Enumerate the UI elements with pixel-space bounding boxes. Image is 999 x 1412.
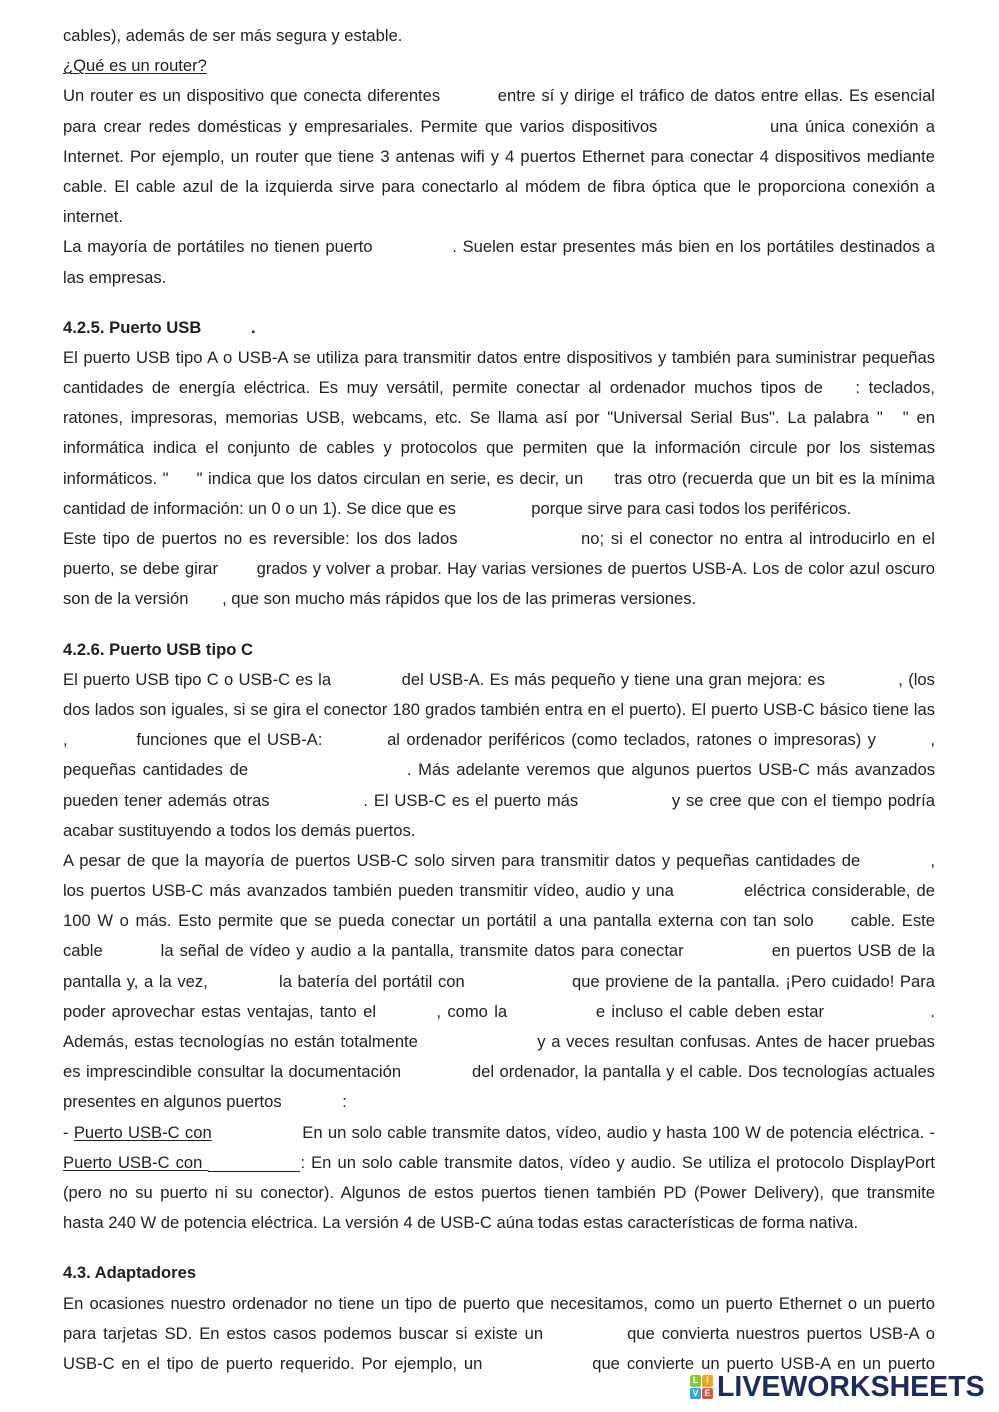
line-text: informática indica el conjunto de cables y protocolos que permiten que la información circule por los sistemas: [63, 438, 935, 458]
answer-blank[interactable]: [208, 1154, 300, 1172]
line-text: cables), además de ser más segura y estable.: [63, 26, 403, 45]
line-text: :: [342, 1092, 347, 1112]
text-line: [63, 876, 935, 906]
text-line: [63, 1319, 935, 1349]
line-text: cantidades de energía eléctrica. Es muy versátil, permite conectar al ordenador muchos tipos de: [63, 378, 823, 398]
line-text: al ordenador periféricos (como teclados, ratones o impresoras) y: [387, 730, 876, 750]
line-text: : teclados,: [855, 378, 935, 398]
text-line: [63, 433, 935, 463]
answer-blank[interactable]: [866, 852, 930, 870]
section-heading-adaptadores: [63, 1258, 935, 1288]
text-line: [63, 1208, 935, 1238]
answer-blank[interactable]: [830, 671, 898, 689]
answer-blank[interactable]: [193, 590, 222, 608]
line-text: grados y volver a probar. Hay varias versiones de puertos USB-A. Los de color azul oscuro: [256, 559, 935, 579]
answer-blank[interactable]: [883, 409, 903, 427]
text-line: [63, 1178, 935, 1208]
line-text: eléctrica considerable, de: [743, 881, 935, 901]
line-text: 100 W o más. Esto permite que se pueda conectar un portátil a una pantalla externa con tan solo: [63, 911, 814, 931]
line-text: la señal de vídeo y audio a la pantalla, transmite datos para conectar: [160, 941, 684, 961]
line-text: ,: [930, 730, 935, 750]
section-heading-usb-c: [63, 635, 935, 665]
text-line: [63, 1289, 935, 1319]
answer-blank[interactable]: [255, 761, 407, 779]
line-text: La mayoría de portátiles no tienen puerto: [63, 237, 373, 257]
line-text: cable: [63, 941, 103, 961]
term-usb-c-underlined: [63, 1153, 300, 1172]
line-text: Además, estas tecnologías no están totalmente: [63, 1032, 418, 1051]
text-line: [63, 51, 935, 81]
line-text: . Más adelante veremos que algunos puertos USB-C más avanzados: [406, 760, 935, 780]
text-line: [63, 695, 935, 725]
text-line: [63, 584, 935, 614]
text-line: [63, 906, 935, 936]
subheading-router: ¿Qué es un router?: [63, 56, 207, 76]
answer-blank[interactable]: [690, 942, 766, 960]
line-text: e incluso el cable deben estar: [595, 1001, 825, 1021]
list-dash: -: [63, 1122, 69, 1142]
text-line: [63, 172, 935, 202]
answer-blank[interactable]: [514, 1003, 590, 1021]
answer-blank[interactable]: [223, 560, 251, 578]
text-line: [63, 112, 935, 142]
text-line: [63, 665, 935, 695]
line-text: en puertos USB de la: [771, 941, 935, 961]
line-text: informáticos. ": [63, 468, 169, 488]
logo-tile: E: [702, 1388, 713, 1400]
text-line: [63, 554, 935, 584]
line-text: Este tipo de puertos no es reversible: los dos lados: [63, 529, 458, 548]
line-text: los puertos USB-C más avanzados también pueden transmitir vídeo, audio y una: [63, 881, 674, 901]
line-text: ,: [930, 850, 935, 870]
text-line: [63, 263, 935, 293]
answer-blank[interactable]: [470, 973, 566, 991]
line-text: hasta 240 W de potencia eléctrica. La versión 4 de USB-C aúna todas estas características de forma nativa.: [63, 1213, 859, 1233]
line-text: pantalla y, a la vez,: [63, 971, 208, 991]
line-text: A pesar de que la mayoría de puertos USB-C solo sirven para transmitir datos y pequeñas cantidades de: [63, 850, 861, 870]
text-line: [63, 373, 935, 403]
answer-blank[interactable]: [831, 379, 855, 397]
answer-blank[interactable]: [407, 1063, 467, 1081]
answer-blank[interactable]: [665, 118, 763, 136]
line-text: Puerto USB-C con: [63, 1152, 203, 1172]
line-text: , que son mucho más rápidos que los de las primeras versiones.: [222, 589, 697, 609]
line-text: para tarjetas SD. En estos casos podemos buscar si existe un: [63, 1323, 544, 1343]
text-line: [63, 786, 935, 816]
heading-text: 4.2.5. Puerto USB: [63, 317, 202, 337]
answer-blank[interactable]: [109, 942, 155, 960]
answer-blank[interactable]: [424, 1033, 532, 1051]
text-line: [63, 1027, 935, 1057]
line-text: " indica que los datos circulan en serie, es decir, un: [196, 468, 584, 488]
answer-blank[interactable]: [336, 671, 396, 689]
text-line: [63, 1148, 935, 1178]
section-heading-usb-a: [63, 313, 935, 343]
line-text: entre sí y dirige el tráfico de datos entre ellas. Es esencial: [497, 86, 935, 106]
line-text: una única conexión a: [770, 116, 935, 136]
text-line: [63, 1118, 935, 1148]
answer-blank[interactable]: [382, 1003, 436, 1021]
liveworksheets-logo[interactable]: [690, 1373, 985, 1401]
line-text: internet.: [63, 207, 123, 227]
line-text: En ocasiones nuestro ordenador no tiene un tipo de puerto que necesitamos, como un puerto Ethernet o un puerto: [63, 1293, 935, 1313]
line-text: cantidad de información: un 0 o un 1). Se dice que es: [63, 498, 456, 518]
line-text: acabar sustituyendo a todos los demás puertos.: [63, 820, 416, 840]
line-text: y a veces resultan confusas. Antes de hacer pruebas: [537, 1032, 935, 1051]
line-text: pueden tener además otras: [63, 790, 270, 810]
line-text: es imprescindible consultar la documentación: [63, 1062, 402, 1082]
answer-blank[interactable]: [820, 912, 844, 930]
line-text: " en: [902, 408, 935, 428]
text-line: [63, 81, 935, 111]
line-text: funciones que el USB-A:: [136, 730, 323, 750]
line-text: . Suelen estar presentes más bien en los portátiles destinados a: [452, 237, 935, 257]
line-text: y se cree que con el tiempo podría: [671, 790, 935, 810]
line-text: la batería del portátil con: [279, 971, 465, 991]
text-line: [63, 816, 935, 846]
text-line: [63, 202, 935, 232]
line-text: En un solo cable transmite datos, vídeo, audio y hasta 100 W de potencia eléctrica. -: [302, 1122, 935, 1142]
answer-blank[interactable]: [584, 792, 666, 810]
line-text: USB-C en el tipo de puerto requerido. Por ejemplo, un: [63, 1353, 483, 1373]
line-text: del ordenador, la pantalla y el cable. Dos tecnologías actuales: [471, 1062, 935, 1082]
text-line: [63, 1057, 935, 1087]
answer-blank[interactable]: [589, 470, 609, 488]
line-text: El puerto USB tipo C o USB-C es la: [63, 669, 332, 689]
answer-blank[interactable]: [329, 731, 381, 749]
paragraph-gap: [63, 615, 935, 635]
line-text: porque sirve para casi todos los periféricos.: [531, 498, 852, 518]
text-line: [63, 725, 935, 755]
line-text: puerto, se debe girar: [63, 559, 219, 579]
answer-blank[interactable]: [830, 1003, 930, 1021]
logo-tile: I: [702, 1375, 713, 1387]
line-text: dos lados son iguales, si se gira el conector 180 grados también entra en el puerto). El puerto USB-C básico tiene las: [63, 699, 935, 719]
paragraph-gap: [63, 1238, 935, 1258]
answer-blank[interactable]: [464, 530, 574, 548]
line-text: que convierte un puerto USB-A en un puerto: [592, 1353, 935, 1373]
line-text: El puerto USB tipo A o USB-A se utiliza para transmitir datos entre dispositivos y también para suministrar pequeñas: [63, 347, 935, 367]
answer-blank[interactable]: [169, 470, 197, 488]
answer-blank[interactable]: [446, 87, 492, 105]
line-text: cable. El cable azul de la izquierda sirve para conectarlo al módem de fibra óptica que le proporciona conexión a: [63, 176, 935, 196]
text-line: [63, 846, 935, 876]
term-usb-c-underlined: Puerto USB-C con: [73, 1122, 212, 1142]
line-text: cable. Este: [850, 911, 935, 931]
line-text: que proviene de la pantalla. ¡Pero cuidado! Para: [571, 971, 935, 991]
line-text: tras otro (recuerda que un bit es la mínima: [614, 468, 935, 488]
text-line: [63, 142, 935, 172]
line-text: son de la versión: [63, 589, 189, 609]
worksheet-page: [63, 21, 935, 1379]
logo-text: LIVEWORKSHEETS: [717, 1371, 985, 1403]
text-line: [63, 1087, 935, 1117]
line-text: no; si el conector no entra al introducirlo en el: [581, 529, 935, 548]
line-text: que convierta nuestros puertos USB-A o: [627, 1323, 935, 1343]
answer-blank[interactable]: [286, 1093, 342, 1111]
line-text: del USB-A. Es más pequeño y tiene una gran mejora: es: [401, 669, 826, 689]
line-text: ,: [63, 730, 68, 750]
line-text: (pero no su puerto ni su conector). Algunos de estos puertos tienen también PD (Power Delivery), que transmite: [63, 1182, 935, 1202]
text-line: [63, 21, 935, 51]
answer-blank[interactable]: [378, 238, 452, 256]
text-line: [63, 494, 935, 524]
line-text: poder aprovechar estas ventajas, tanto el: [63, 1001, 377, 1021]
answer-blank[interactable]: [275, 792, 363, 810]
answer-blank[interactable]: [680, 882, 738, 900]
text-line: [63, 755, 935, 785]
line-text: , como la: [436, 1001, 508, 1021]
line-text: . El USB-C es el puerto más: [363, 790, 579, 810]
line-text: , (los: [898, 669, 935, 689]
text-line: [63, 403, 935, 433]
text-line: [63, 967, 935, 997]
answer-blank[interactable]: [213, 973, 273, 991]
line-text: : En un solo cable transmite datos, vídeo y audio. Se utiliza el protocolo DisplayPort: [300, 1152, 935, 1172]
text-line: [63, 464, 935, 494]
heading-text: 4.3. Adaptadores: [63, 1263, 197, 1283]
line-text: para crear redes domésticas y empresariales. Permite que varios dispositivos: [63, 116, 658, 136]
heading-text: .: [250, 317, 256, 337]
logo-tile: V: [690, 1388, 701, 1400]
answer-blank[interactable]: [217, 1124, 297, 1142]
answer-blank[interactable]: [461, 500, 527, 518]
line-text: .: [930, 1001, 935, 1021]
paragraph-gap: [63, 293, 935, 313]
text-line: [63, 232, 935, 262]
heading-text: 4.2.6. Puerto USB tipo C: [63, 639, 253, 659]
answer-blank[interactable]: [74, 731, 130, 749]
text-line: [63, 343, 935, 373]
answer-blank[interactable]: [489, 1355, 585, 1373]
line-text: presentes en algunos puertos: [63, 1092, 282, 1112]
line-text: ratones, impresoras, memorias USB, webcams, etc. Se llama así por "Universal Serial Bus". La palabra ": [63, 408, 883, 428]
line-text: las empresas.: [63, 267, 167, 287]
answer-blank[interactable]: [882, 731, 930, 749]
answer-blank[interactable]: [550, 1325, 620, 1343]
line-text: pequeñas cantidades de: [63, 760, 249, 780]
answer-blank[interactable]: [206, 319, 251, 337]
text-line: [63, 524, 935, 554]
line-text: Un router es un dispositivo que conecta diferentes: [63, 86, 441, 106]
text-line: [63, 936, 935, 966]
line-text: Internet. Por ejemplo, un router que tiene 3 antenas wifi y 4 puertos Ethernet para conectar 4 dispositivos mediante: [63, 146, 935, 166]
text-line: [63, 997, 935, 1027]
liveworksheets-icon: [690, 1375, 713, 1399]
logo-tile: L: [690, 1375, 701, 1387]
